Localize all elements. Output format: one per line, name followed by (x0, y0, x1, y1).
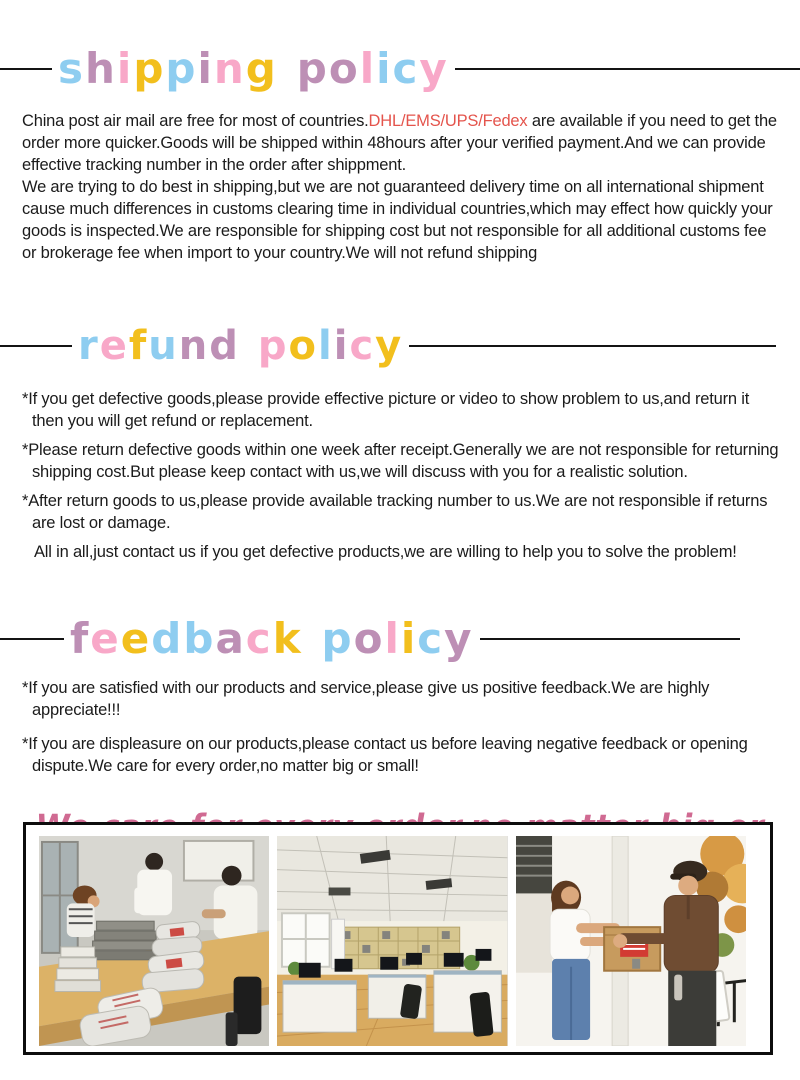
refund-policy-list (22, 388, 780, 563)
shipping-policy-title: shipping policy (58, 43, 449, 93)
shipping-text-post: are available if you need to get the order more quicker.Goods will be shipped within 48hours after your verified payment.And we can provide effective tracking number in the order after shippment. (22, 112, 777, 174)
carriers-highlight: DHL/EMS/UPS/Fedex (368, 112, 528, 130)
shipping-paragraph-2: We are trying to do best in shipping,but we are not guaranteed delivery time on all international shipment cause much differences in customs clearing time in individual countries,which may effect how quickly your goods is inspected.We are responsible for shipping cost but not responsible for all additional customs fee or brokerage fee when import to your country.We will not refund shipping (22, 178, 773, 262)
refund-policy-header (0, 314, 800, 378)
refund-policy-title: refund policy (78, 323, 404, 369)
photo-box (23, 822, 773, 1055)
heading-rule-left (0, 345, 72, 347)
shipping-policy-header (0, 36, 800, 102)
refund-item: *Please return defective goods within one week after receipt.Generally we are not responsible for returning shipping cost.But please keep contact with us,we will discuss with you for a realistic solution. (22, 441, 779, 481)
heading-rule-left (0, 68, 52, 70)
office-interior-photo (277, 836, 507, 1046)
refund-item: *After return goods to us,please provide available tracking number to us.We are not responsible if returns are lost or damage. (22, 492, 768, 532)
shipping-text-pre: China post air mail are free for most of countries. (22, 112, 369, 130)
shipping-paragraph-1 (22, 110, 780, 176)
feedback-item: *If you are satisfied with our products and service,please give us positive feedback.We are highly appreciate!!! (22, 679, 710, 719)
packing-warehouse-photo (39, 836, 269, 1046)
heading-rule-right (455, 68, 800, 70)
heading-rule-right (409, 345, 776, 347)
refund-item: All in all,just contact us if you get defective products,we are willing to help you to solve the problem! (34, 543, 737, 561)
feedback-policy-header (0, 607, 800, 671)
shipping-policy-text (22, 110, 780, 264)
courier-delivery-illustration (516, 836, 746, 1046)
feedback-policy-title: feedback policy (70, 613, 474, 663)
feedback-item: *If you are displeasure on our products,please contact us before leaving negative feedback or opening dispute.We care for every order,no matter big or small! (22, 735, 748, 775)
feedback-policy-list (22, 677, 780, 777)
heading-rule-right (480, 638, 740, 640)
heading-rule-left (0, 638, 64, 640)
packing-warehouse-illustration (39, 836, 269, 1046)
refund-item: *If you get defective goods,please provide effective picture or video to show problem to us,and return it then you will get refund or replacement. (22, 390, 750, 430)
courier-delivery-photo (516, 836, 746, 1046)
photo-strip (39, 836, 746, 1046)
office-interior-illustration (277, 836, 507, 1046)
